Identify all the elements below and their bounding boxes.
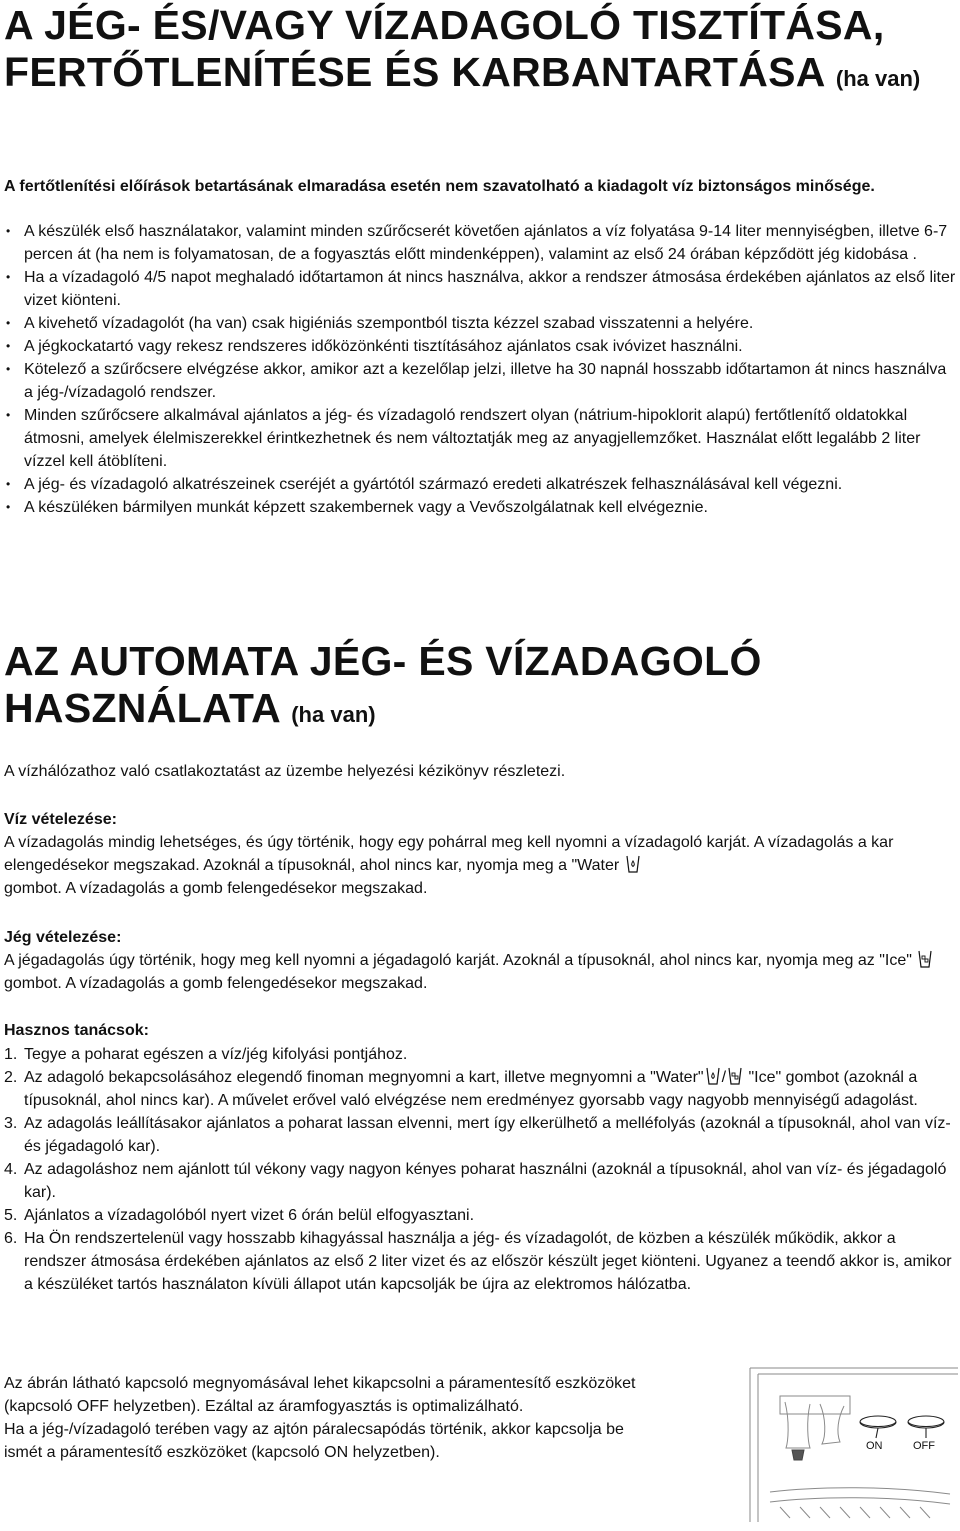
bullet-item: • A készülék első használatakor, valamint minden szűrőcserét követően ajánlatos a víz folyatása 9-14 liter mennyiségben, illetve 6-7 percen át (ha nem is folyamatosan, de a fogyasztás előtt mindenképpen), valamint az első 24 órában képződött jég kidobása . bbox=[4, 220, 956, 266]
section-title-text: A JÉG- ÉS/VAGY VÍZADAGOLÓ TISZTÍTÁSA, FERTŐTLENÍTÉSE ÉS KARBANTARTÁSA bbox=[4, 2, 885, 95]
tip-text: Az adagoláshoz nem ajánlott túl vékony vagy nagyon kényes poharat használni (azoknál a típusoknál, ahol van víz- és jégadagoló kar). bbox=[24, 1161, 947, 1201]
tip-text: Ajánlatos a vízadagolóból nyert vizet 6 órán belül elfogyasztani. bbox=[24, 1207, 475, 1224]
water-paragraph bbox=[4, 831, 956, 900]
water-heading: Víz vételezése: bbox=[4, 811, 117, 828]
tip-text: Ha Ön rendszertelenül vagy hosszabb kihagyással használja a jég- és vízadagolót, de közben a készülék működik, akkor a rendszer átmosása érdekében ajánlatos az első 2 liter vizet és az először készült jeget kiönteni. Ugyanez a teendő akkor is, amikor a készüléket tartós használaton kívüli állapot után kapcsolják be újra az elektromos hálózatba. bbox=[24, 1230, 952, 1293]
water-section bbox=[4, 808, 956, 900]
switch-on-label: ON bbox=[866, 1440, 883, 1452]
bullet-item: • A kivehető vízadagolót (ha van) csak higiéniás szempontból tiszta kézzel szabad visszatenni a helyére. bbox=[4, 312, 956, 335]
bullet-item: • Kötelező a szűrőcsere elvégzése akkor, amikor azt a kezelőlap jelzi, illetve ha 30 napnál hosszabb időtartamon át nincs használva a jég-/vízadagoló rendszer. bbox=[4, 358, 956, 404]
ice-text-b: gombot. A vízadagolás a gomb felengedésekor megszakad. bbox=[4, 975, 428, 992]
maintenance-bullet-list bbox=[4, 220, 956, 519]
tip-text-a: Az adagoló bekapcsolásához elegendő finoman megnyomni a kart, illetve megnyomni a "Water" bbox=[24, 1069, 704, 1086]
bullet-item: • A készüléken bármilyen munkát képzett szakembernek vagy a Vevőszolgálatnak kell elvégeznie. bbox=[4, 496, 956, 519]
ice-paragraph bbox=[4, 949, 956, 995]
ice-glass-icon bbox=[918, 950, 932, 968]
tip-sep: / bbox=[721, 1069, 727, 1086]
water-text-b: gombot. A vízadagolás a gomb felengedésekor megszakad. bbox=[4, 880, 428, 897]
tip-number: 2. bbox=[4, 1069, 18, 1086]
tip-number: 4. bbox=[4, 1161, 18, 1178]
switch-off-paragraph: Az ábrán látható kapcsoló megnyomásával lehet kikapcsolni a páramentesítő eszközöket (kapcsoló OFF helyzetben). Ezáltal az áramfogyasztás is optimalizálható. bbox=[4, 1375, 636, 1415]
ice-section bbox=[4, 926, 956, 995]
water-glass-icon bbox=[626, 855, 640, 873]
tip-text-b: "Ice" gombot (azoknál a típusoknál, ahol nincs kar). A művelet erővel való elvégzése nem eredményez gyorsabb vagy nagyobb mennyiségű adagolást. bbox=[24, 1069, 918, 1109]
tip-item bbox=[4, 1112, 956, 1158]
switch-on-paragraph: Ha a jég-/vízadagoló terében vagy az ajtón páralecsapódás történik, akkor kapcsolja be ismét a páramentesítő eszközöket (kapcsoló ON helyzetben). bbox=[4, 1421, 624, 1461]
tip-item bbox=[4, 1158, 956, 1204]
tip-number: 3. bbox=[4, 1115, 18, 1132]
switch-description bbox=[4, 1372, 664, 1464]
bullet-item: • Ha a vízadagoló 4/5 napot meghaladó időtartamon át nincs használva, akkor a rendszer átmosása érdekében ajánlatos az első liter vizet kiönteni. bbox=[4, 266, 956, 312]
switch-off-label: OFF bbox=[913, 1440, 935, 1452]
ice-glass-icon bbox=[728, 1067, 742, 1085]
tip-item bbox=[4, 1066, 956, 1112]
tip-item bbox=[4, 1204, 956, 1227]
ice-text-a: A jégadagolás úgy történik, hogy meg kell nyomni a jégadagoló karját. Azoknál a típusoknál, ahol nincs kar, nyomja meg az "Ice" bbox=[4, 952, 912, 969]
water-glass-icon bbox=[706, 1067, 720, 1085]
tips-heading: Hasznos tanácsok: bbox=[4, 1022, 149, 1039]
disinfection-warning: A fertőtlenítési előírások betartásának elmaradása esetén nem szavatolható a kiadagolt víz biztonságos minősége. bbox=[4, 178, 875, 195]
section-title-usage bbox=[4, 638, 954, 738]
dispenser-switch-figure bbox=[740, 1362, 960, 1526]
tips-list bbox=[4, 1043, 956, 1296]
tip-item bbox=[4, 1227, 956, 1296]
tip-number: 5. bbox=[4, 1207, 18, 1224]
bullet-item: • A jég- és vízadagoló alkatrészeinek cseréjét a gyártótól származó eredeti alkatrészek felhasználásával kell végezni. bbox=[4, 473, 956, 496]
section-title-text: AZ AUTOMATA JÉG- ÉS VÍZADAGOLÓ HASZNÁLATA bbox=[4, 638, 762, 731]
intro-paragraph: A vízhálózathoz való csatlakoztatást az üzembe helyezési kézikönyv részletezi. bbox=[4, 763, 566, 780]
tip-text: Tegye a poharat egészen a víz/jég kifolyási pontjához. bbox=[24, 1046, 408, 1063]
section-title-suffix: (ha van) bbox=[835, 66, 921, 91]
bullet-item: • Minden szűrőcsere alkalmával ajánlatos a jég- és vízadagoló rendszert olyan (nátrium-hipoklorit alapú) fertőtlenítő oldatokkal átmosni, amelyek élelmiszerekkel érintkezhetnek és nem változtatják meg az anyagjellemzőket. Használat előtt legalább 2 liter vízzel kell átöblíteni. bbox=[4, 404, 956, 473]
ice-heading: Jég vételezése: bbox=[4, 929, 122, 946]
bullet-item: • A jégkockatartó vagy rekesz rendszeres időközönkénti tisztításához ajánlatos csak ivóvizet használni. bbox=[4, 335, 956, 358]
tip-number: 1. bbox=[4, 1046, 18, 1063]
tip-item bbox=[4, 1043, 956, 1066]
water-text-a: A vízadagolás mindig lehetséges, és úgy történik, hogy egy pohárral meg kell nyomni a vízadagoló karját. A vízadagolás a kar elengedésekor megszakad. Azoknál a típusoknál, ahol nincs kar, nyomja meg a "Water bbox=[4, 834, 894, 874]
section-title-suffix: (ha van) bbox=[291, 702, 376, 727]
tip-text: Az adagolás leállításakor ajánlatos a poharat lassan elvenni, mert így elkerülhető a melléfolyás (azoknál a típusoknál, ahol van víz- és jégadagoló kar). bbox=[24, 1115, 951, 1155]
tip-number: 6. bbox=[4, 1230, 18, 1247]
section-title-cleaning bbox=[4, 2, 954, 102]
